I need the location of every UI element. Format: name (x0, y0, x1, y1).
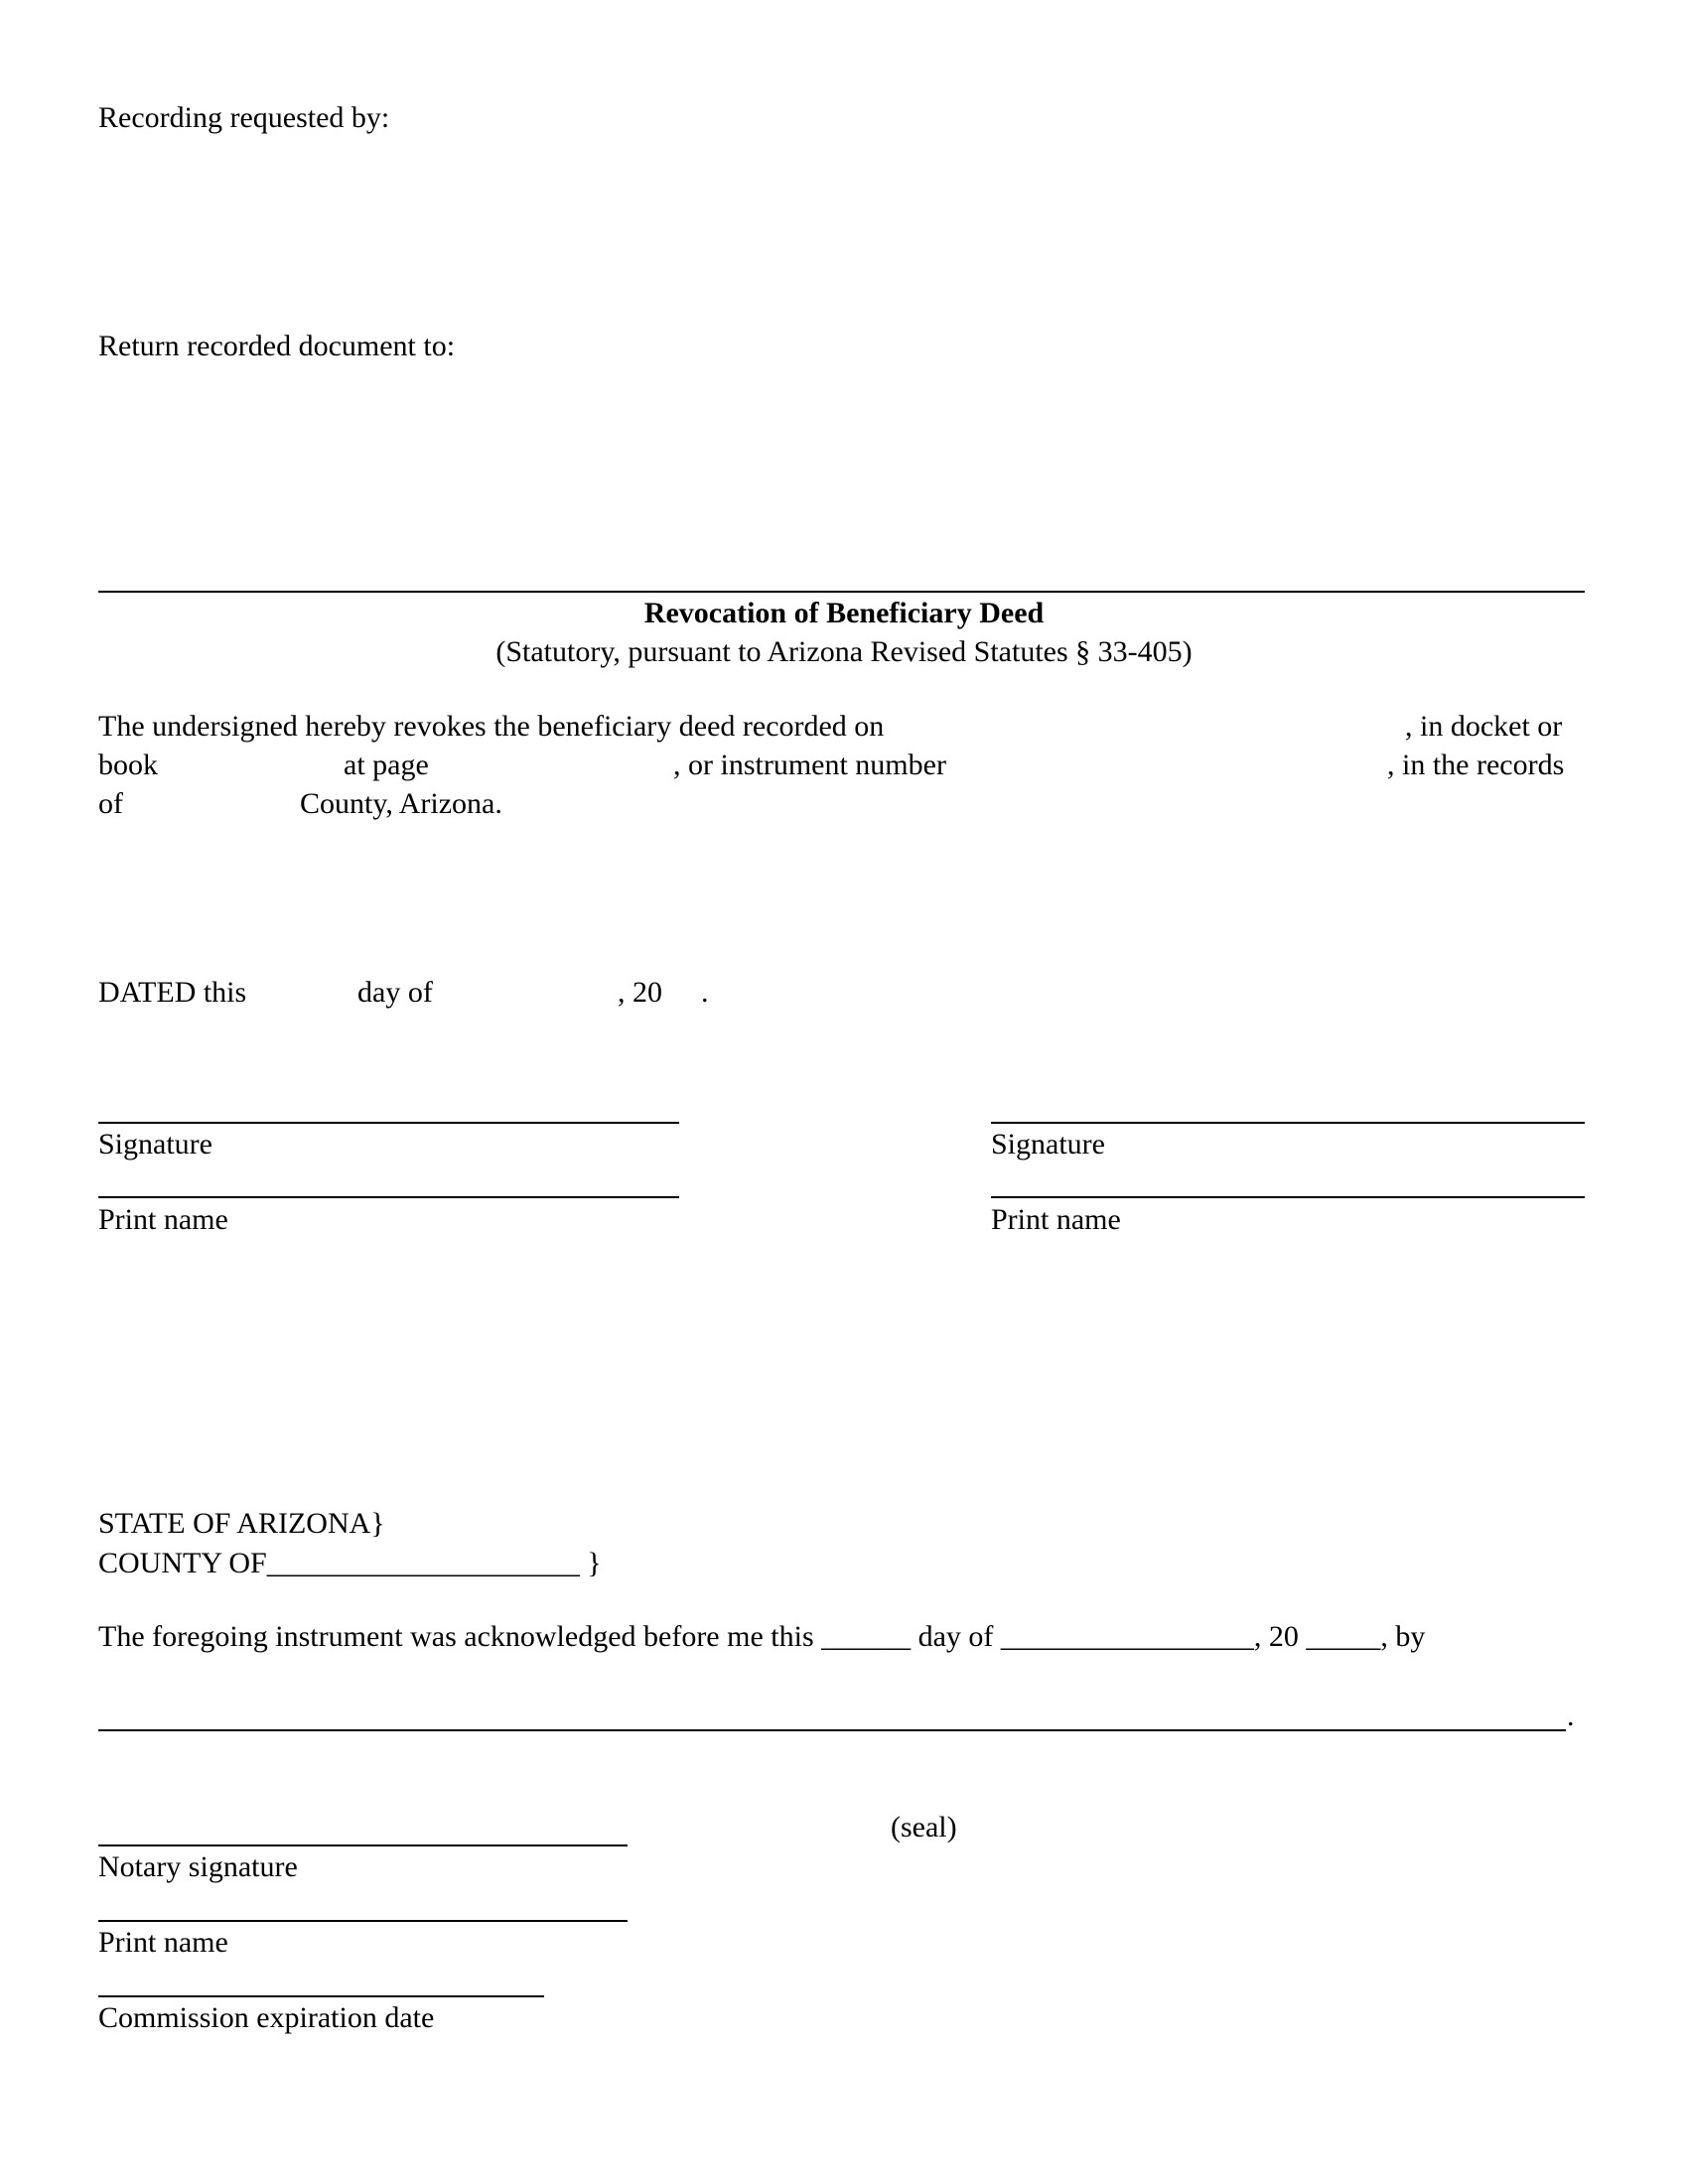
acknowledged-by-period: . (1567, 1700, 1575, 1732)
notary-print-name-label: Print name (98, 1926, 228, 1959)
dated-period: . (701, 976, 709, 1009)
notary-signature-label: Notary signature (98, 1850, 298, 1883)
body-page-label: at page (344, 749, 429, 781)
recording-requested-label: Recording requested by: (98, 101, 390, 134)
acknowledged-by-line[interactable] (98, 1729, 1566, 1731)
right-signature-line[interactable] (991, 1122, 1585, 1124)
body-county-label: County, Arizona. (300, 787, 502, 820)
body-instrument-label: , or instrument number (673, 749, 946, 781)
acknowledgment-text: The foregoing instrument was acknowledged before me this ______ day of _________________, 20 _____, by (98, 1620, 1426, 1653)
document-title: Revocation of Beneficiary Deed (643, 597, 1045, 629)
year-label: , 20 (618, 976, 662, 1009)
body-records-label: , in the records (1387, 749, 1565, 781)
state-label: STATE OF ARIZONA} (98, 1507, 385, 1540)
right-print-name-label: Print name (991, 1203, 1121, 1236)
title-divider (98, 591, 1585, 593)
body-book-label: book (98, 749, 158, 781)
commission-date-line[interactable] (98, 1995, 544, 1997)
day-of-label: day of (357, 976, 433, 1009)
left-print-name-label: Print name (98, 1203, 228, 1236)
right-signature-label: Signature (991, 1128, 1105, 1160)
notary-print-name-line[interactable] (98, 1920, 628, 1922)
return-to-label: Return recorded document to: (98, 330, 456, 362)
document-subtitle: (Statutory, pursuant to Arizona Revised Statutes § 33-405) (495, 635, 1193, 668)
left-signature-label: Signature (98, 1128, 212, 1160)
dated-label: DATED this (98, 976, 247, 1009)
county-label: COUNTY OF_____________________ } (98, 1547, 602, 1579)
notary-signature-line[interactable] (98, 1844, 628, 1846)
right-print-name-line[interactable] (991, 1196, 1585, 1198)
seal-label: (seal) (891, 1811, 957, 1843)
left-signature-line[interactable] (98, 1122, 679, 1124)
left-print-name-line[interactable] (98, 1196, 679, 1198)
body-line1-start: The undersigned hereby revokes the beneficiary deed recorded on (98, 710, 885, 743)
body-of-label: of (98, 787, 123, 820)
body-line1-end: , in docket or (1405, 710, 1563, 743)
commission-date-label: Commission expiration date (98, 2001, 435, 2034)
